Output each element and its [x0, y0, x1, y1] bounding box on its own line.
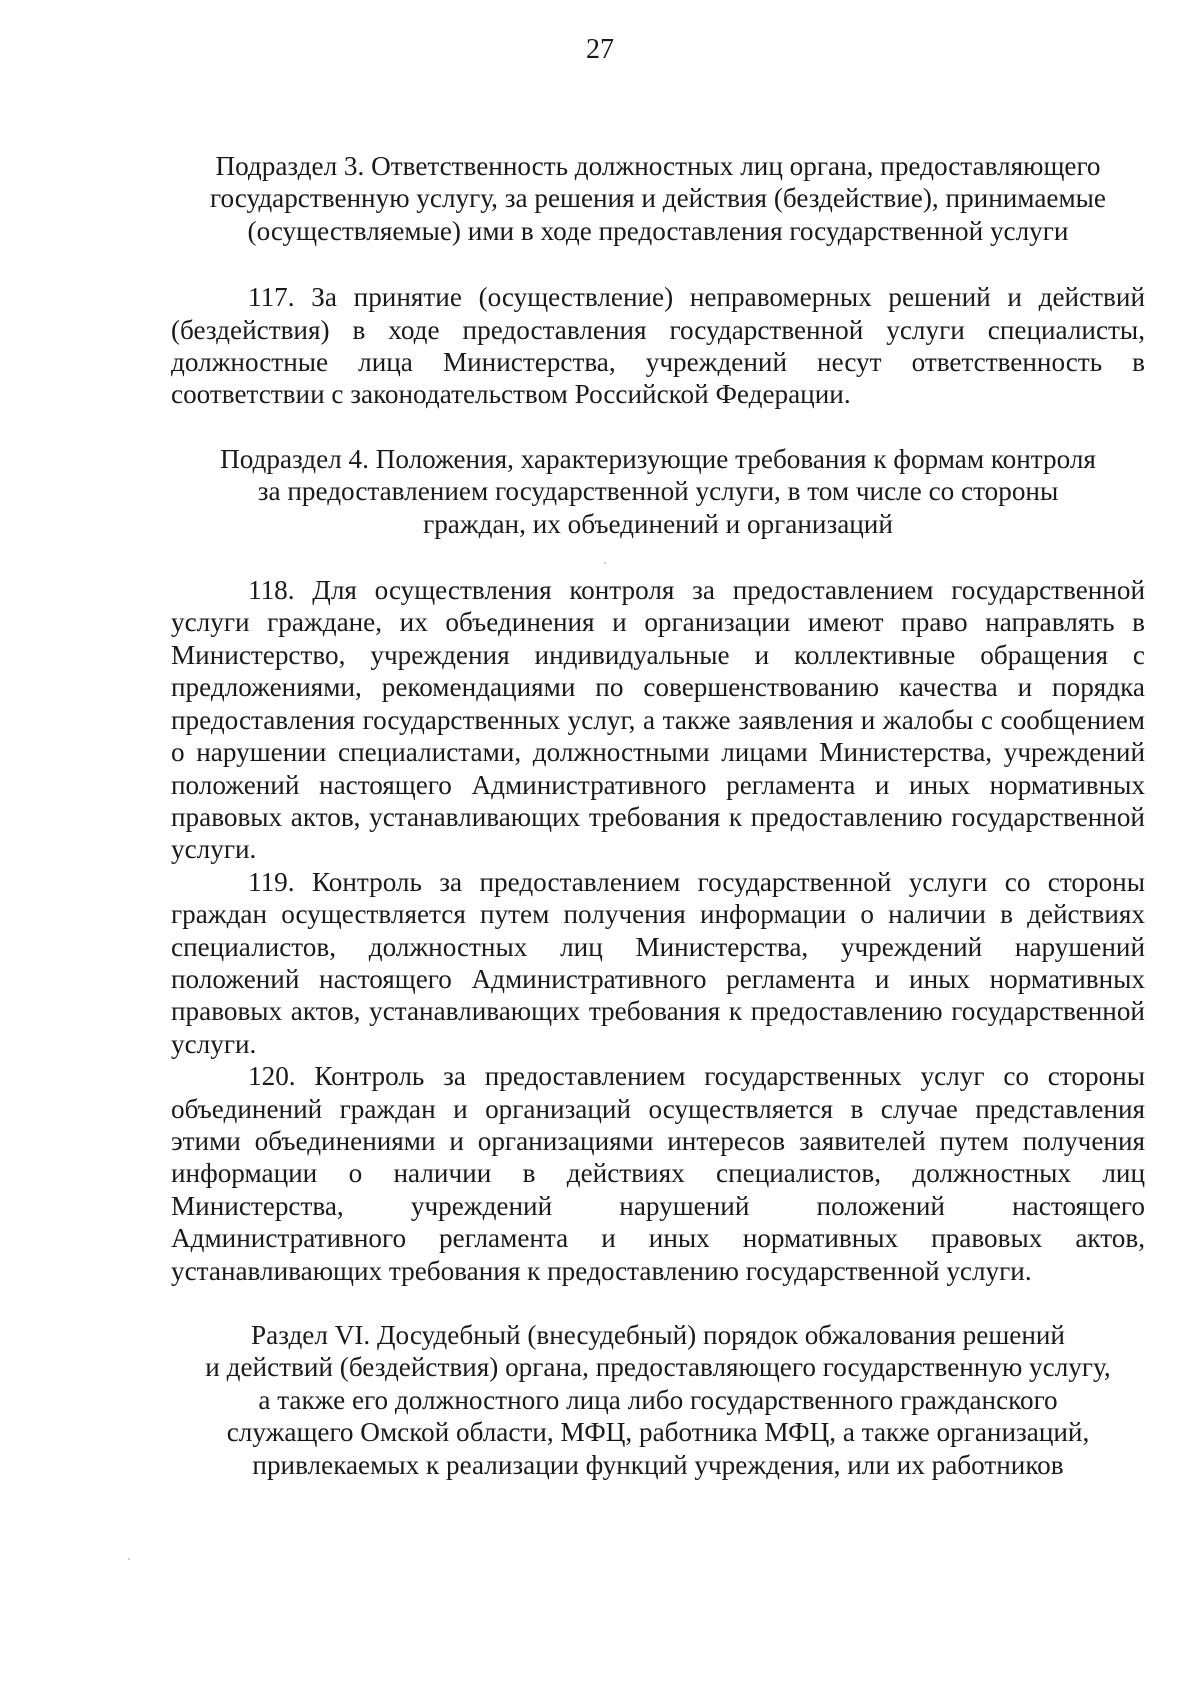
heading-line: а также его должностного лица либо государственного гражданского: [258, 1384, 1058, 1415]
page-number: 27: [586, 34, 614, 65]
scan-speck: [604, 562, 606, 564]
paragraph-118: 118. Для осуществления контроля за предоставлением государственной услуги граждане, их объединения и организации имеют право направлять в Министерство, учреждения индивидуальные и коллективные обращения с предложениями, рекомендациями по совершенствованию качества и порядка предоставления государственных услуг, а также заявления и жалобы с сообщением о нарушении специалистами, должностными лицами Министерства, учреждений положений настоящего Административного регламента и иных нормативных правовых актов, устанавливающих требования к предоставлению государственной услуги.: [171, 575, 1145, 865]
heading-line: служащего Омской области, МФЦ, работника МФЦ, а также организаций,: [226, 1417, 1090, 1448]
paragraph-119: 119. Контроль за предоставлением государственной услуги со стороны граждан осуществляется путем получения информации о наличии в действиях специалистов, должностных лиц Министерства, учреждений нарушений положений настоящего Административного регламента и иных нормативных правовых актов, устанавливающих требования к предоставлению государственной услуги.: [171, 866, 1145, 1059]
heading-line: и действий (бездействия) органа, предоставляющего государственную услугу,: [205, 1352, 1111, 1383]
heading-line: граждан, их объединений и организаций: [423, 508, 893, 539]
spacer: [171, 1287, 1145, 1319]
spacer: [171, 411, 1145, 443]
page-content: [171, 150, 1145, 1481]
section-6-heading: [171, 1319, 1145, 1481]
heading-line: за предоставлением государственной услуги, в том числе со стороны: [257, 476, 1059, 507]
spacer: [171, 247, 1145, 281]
heading-line: Раздел VI. Досудебный (внесудебный) порядок обжалования решений: [251, 1320, 1065, 1350]
subsection-3-heading: [171, 150, 1145, 247]
heading-line: Подраздел 3. Ответственность должностных лиц органа, предоставляющего: [215, 151, 1101, 181]
paragraph-117: 117. За принятие (осуществление) неправомерных решений и действий (бездействия) в ходе предоставления государственной услуги специалисты, должностные лица Министерства, учреждений несут ответственность в соответствии с законодательством Российской Федерации.: [171, 282, 1145, 410]
scan-speck: [128, 1558, 130, 1560]
heading-line: (осуществляемые) ими в ходе предоставления государственной услуги: [247, 215, 1069, 246]
heading-line: государственную услугу, за решения и действия (бездействие), принимаемые: [209, 183, 1107, 214]
heading-line: привлекаемых к реализации функций учреждения, или их работников: [252, 1449, 1064, 1480]
heading-line: Подраздел 4. Положения, характеризующие требования к формам контроля: [220, 443, 1096, 474]
subsection-4-heading: [171, 443, 1145, 540]
spacer: [171, 540, 1145, 574]
paragraph-120: 120. Контроль за предоставлением государственных услуг со стороны объединений граждан и организаций осуществляется в случае представления этими объединениями и организациями интересов заявителей путем получения информации о наличии в действиях специалистов, должностных лиц Министерства, учреждений нарушений положений настоящего Административного регламента и иных нормативных правовых актов, устанавливающих требования к предоставлению государственной услуги.: [171, 1061, 1145, 1286]
